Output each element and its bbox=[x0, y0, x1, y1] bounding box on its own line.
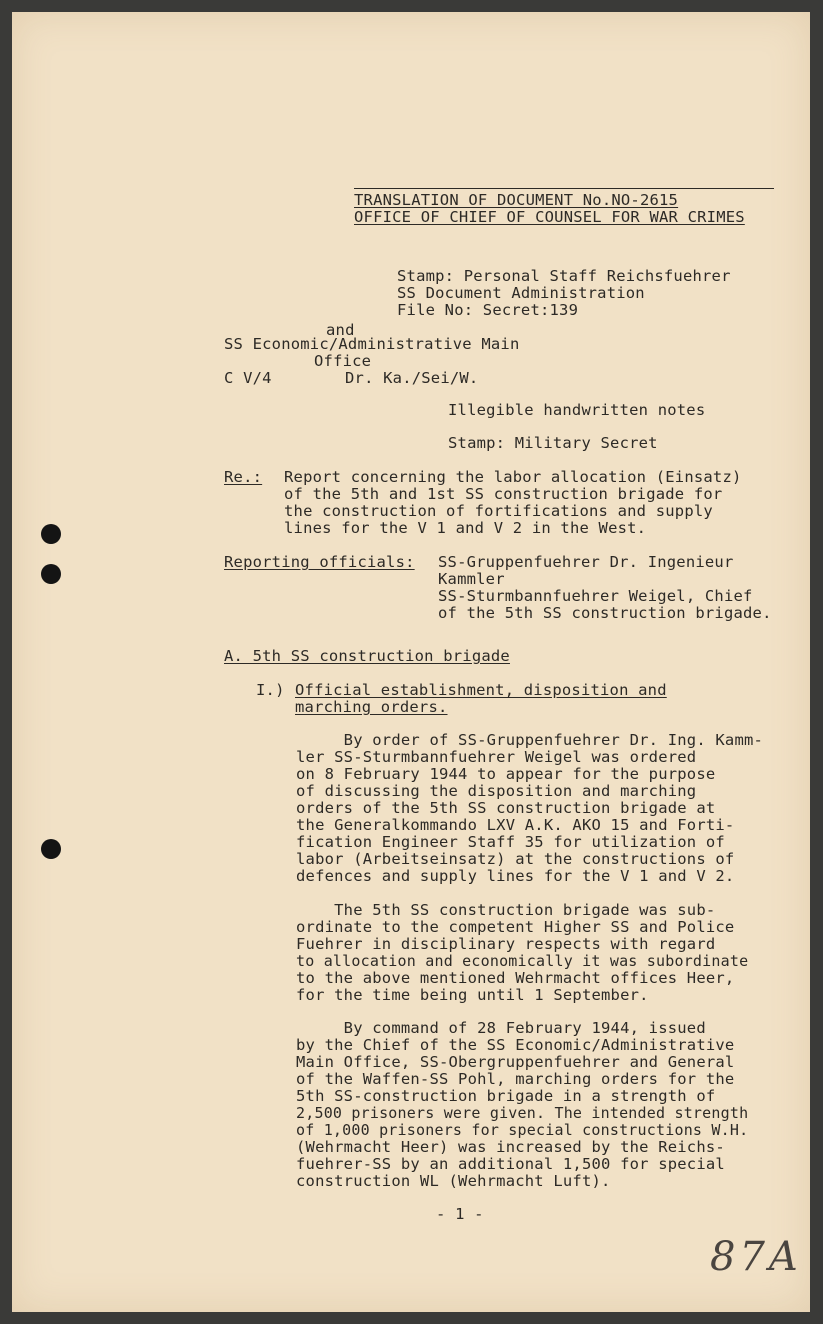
header-title: TRANSLATION OF DOCUMENT No.NO-2615 bbox=[354, 191, 679, 209]
sender-office-line1: SS Economic/Administrative Main bbox=[224, 335, 520, 353]
reporting-line-4: of the 5th SS construction brigade. bbox=[438, 604, 772, 622]
paragraph-2-line-3: Fuehrer in disciplinary respects with regard bbox=[296, 935, 716, 953]
re-line-4: lines for the V 1 and V 2 in the West. bbox=[284, 519, 647, 537]
stamp-personal-staff: Stamp: Personal Staff Reichsfuehrer bbox=[397, 267, 731, 285]
document-page bbox=[12, 12, 810, 1312]
punch-hole-1 bbox=[41, 524, 61, 544]
re-label: Re.: bbox=[224, 468, 263, 486]
paragraph-2-line-6: for the time being until 1 September. bbox=[296, 986, 649, 1004]
page-number: - 1 - bbox=[436, 1205, 484, 1223]
sender-insert: and bbox=[326, 321, 355, 339]
paragraph-1-line-8: labor (Arbeitseinsatz) at the constructions of bbox=[296, 850, 735, 868]
reporting-line-1: SS-Gruppenfuehrer Dr. Ingenieur bbox=[438, 553, 734, 571]
paragraph-1-line-9: defences and supply lines for the V 1 and V 2. bbox=[296, 867, 735, 885]
subsection-title-line2: marching orders. bbox=[295, 698, 448, 716]
punch-hole-3 bbox=[41, 839, 61, 859]
re-line-3: the construction of fortifications and supply bbox=[284, 502, 713, 520]
paragraph-3-line-6: 2,500 prisoners were given. The intended strength bbox=[296, 1104, 749, 1122]
paragraph-1-line-7: fication Engineer Staff 35 for utilization of bbox=[296, 833, 725, 851]
re-line-2: of the 5th and 1st SS construction brigade for bbox=[284, 485, 723, 503]
punch-hole-2 bbox=[41, 564, 61, 584]
handwritten-folio-mark: 87A bbox=[710, 1234, 802, 1280]
sender-ref-code: C V/4 bbox=[224, 369, 272, 387]
paragraph-1-line-5: orders of the 5th SS construction brigade at bbox=[296, 799, 716, 817]
paragraph-3-line-8: (Wehrmacht Heer) was increased by the Reichs- bbox=[296, 1138, 725, 1156]
header-office: OFFICE OF CHIEF OF COUNSEL FOR WAR CRIMES bbox=[354, 208, 745, 226]
reporting-officials-label: Reporting officials: bbox=[224, 553, 415, 571]
paragraph-3-line-5: 5th SS-construction brigade in a strength of bbox=[296, 1087, 716, 1105]
sender-ref-initials: Dr. Ka./Sei/W. bbox=[345, 369, 479, 387]
reporting-line-2: Kammler bbox=[438, 570, 505, 588]
military-secret-stamp: Stamp: Military Secret bbox=[448, 434, 658, 452]
paragraph-3-line-2: by the Chief of the SS Economic/Administrative bbox=[296, 1036, 735, 1054]
paragraph-3-line-10: construction WL (Wehrmacht Luft). bbox=[296, 1172, 611, 1190]
paragraph-1-line-6: the Generalkommando LXV A.K. AKO 15 and Forti- bbox=[296, 816, 735, 834]
paragraph-1-line-2: ler SS-Sturmbannfuehrer Weigel was ordered bbox=[296, 748, 697, 766]
paragraph-3-line-9: fuehrer-SS by an additional 1,500 for special bbox=[296, 1155, 725, 1173]
sender-office-line2: Office bbox=[314, 352, 372, 370]
subsection-title-line1: Official establishment, disposition and bbox=[295, 681, 667, 699]
paragraph-2-line-5: to the above mentioned Wehrmacht offices Heer, bbox=[296, 969, 735, 987]
re-line-1: Report concerning the labor allocation (Einsatz) bbox=[284, 468, 742, 486]
subsection-number: I.) bbox=[256, 681, 285, 699]
handwritten-notes-line: Illegible handwritten notes bbox=[448, 401, 706, 419]
paragraph-1-line-3: on 8 February 1944 to appear for the purpose bbox=[296, 765, 716, 783]
paragraph-3-line-7: of 1,000 prisoners for special constructions W.H. bbox=[296, 1121, 749, 1139]
paragraph-3-line-4: of the Waffen-SS Pohl, marching orders for the bbox=[296, 1070, 735, 1088]
paragraph-2-line-2: ordinate to the competent Higher SS and Police bbox=[296, 918, 735, 936]
stamp-document-admin: SS Document Administration bbox=[397, 284, 645, 302]
reporting-line-3: SS-Sturmbannfuehrer Weigel, Chief bbox=[438, 587, 753, 605]
paragraph-3-line-3: Main Office, SS-Obergruppenfuehrer and General bbox=[296, 1053, 735, 1071]
paragraph-1-line-1: By order of SS-Gruppenfuehrer Dr. Ing. Kamm- bbox=[296, 731, 764, 749]
header-top-rule bbox=[354, 188, 774, 189]
paragraph-2-line-4: to allocation and economically it was subordinate bbox=[296, 952, 749, 970]
paragraph-1-line-4: of discussing the disposition and marching bbox=[296, 782, 697, 800]
paragraph-2-line-1: The 5th SS construction brigade was sub- bbox=[296, 901, 716, 919]
section-a-title: A. 5th SS construction brigade bbox=[224, 647, 510, 665]
paragraph-3-line-1: By command of 28 February 1944, issued bbox=[296, 1019, 706, 1037]
stamp-file-number: File No: Secret:139 bbox=[397, 301, 579, 319]
